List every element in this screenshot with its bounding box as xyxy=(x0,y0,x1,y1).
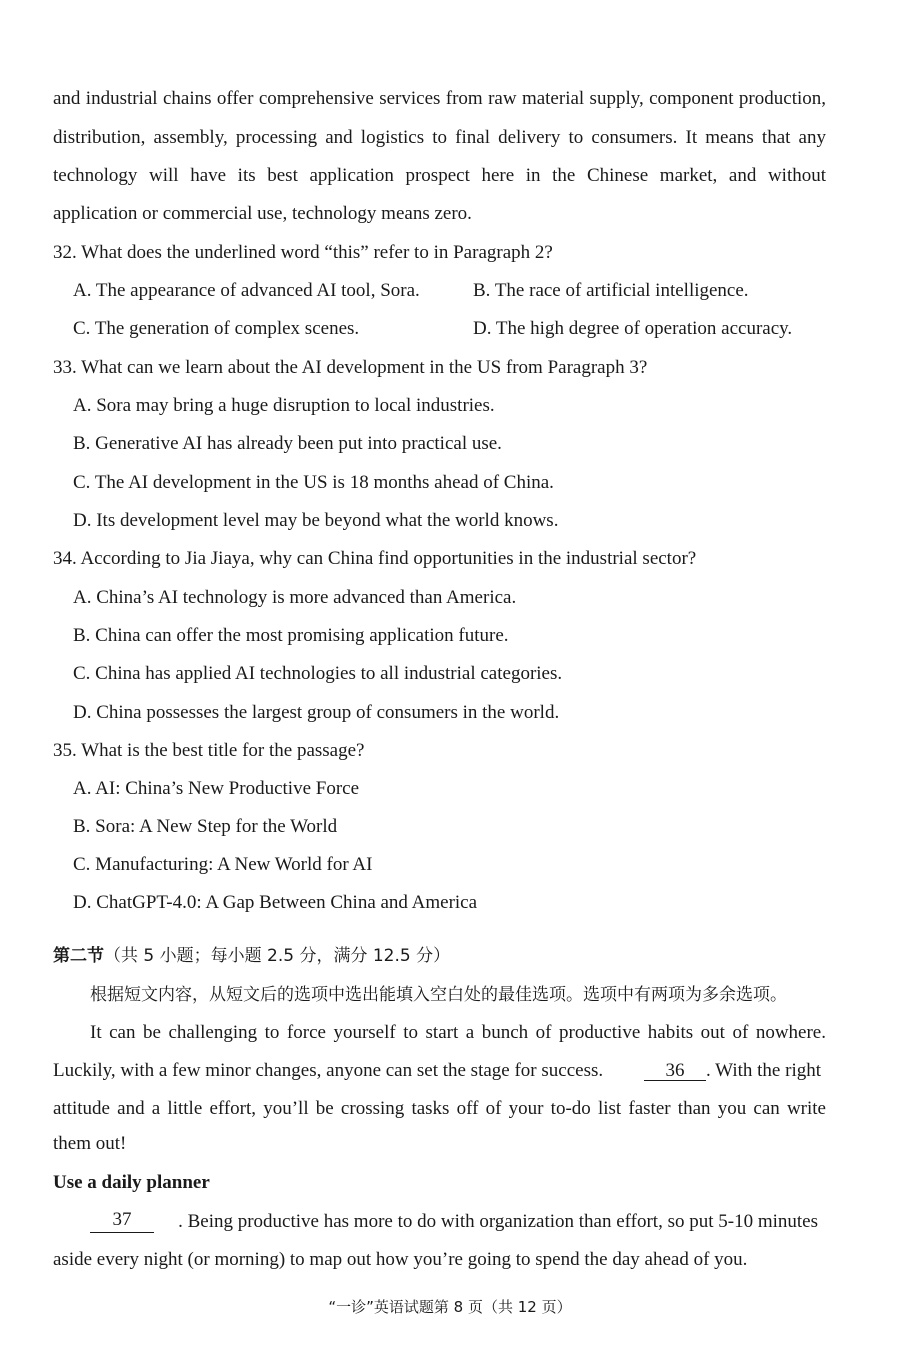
passage-line xyxy=(90,1211,818,1233)
blank-36: 36 xyxy=(644,1062,706,1081)
passage-text: Luckily, with a few minor changes, anyone can set the stage for success. xyxy=(53,1060,604,1081)
passage-line: and industrial chains offer comprehensive services from raw material supply, component production, xyxy=(53,88,826,109)
answer-option: C. China has applied AI technologies to all industrial categories. xyxy=(73,663,563,684)
section-instructions: 根据短文内容，从短文后的选项中选出能填入空白处的最佳选项。选项中有两项为多余选项。 xyxy=(90,985,787,1005)
passage-line: them out! xyxy=(53,1133,127,1154)
answer-option: A. The appearance of advanced AI tool, Sora. xyxy=(73,280,420,301)
section-heading xyxy=(53,945,450,967)
answer-option: D. The high degree of operation accuracy. xyxy=(473,318,793,339)
answer-option: D. Its development level may be beyond what the world knows. xyxy=(73,510,559,531)
answer-option: B. The race of artificial intelligence. xyxy=(473,280,749,301)
blank-36-group xyxy=(644,1060,821,1082)
answer-option: C. The AI development in the US is 18 months ahead of China. xyxy=(73,472,554,493)
section-score-note: （共 5 小题；每小题 2.5 分，满分 12.5 分） xyxy=(104,946,451,966)
answer-option: A. AI: China’s New Productive Force xyxy=(73,778,360,799)
answer-option: C. The generation of complex scenes. xyxy=(73,318,360,339)
passage-text: . Being productive has more to do with organization than effort, so put 5-10 minutes xyxy=(178,1211,818,1232)
answer-option: B. Generative AI has already been put into practical use. xyxy=(73,433,502,454)
page-footer: “一诊”英语试题第 8 页（共 12 页） xyxy=(328,1298,572,1316)
answer-option: B. Sora: A New Step for the World xyxy=(73,816,338,837)
section-title: 第二节 xyxy=(53,946,104,966)
answer-option: D. ChatGPT-4.0: A Gap Between China and America xyxy=(73,892,478,913)
answer-option: A. China’s AI technology is more advanced than America. xyxy=(73,587,517,608)
passage-text: . With the right xyxy=(706,1060,821,1081)
answer-option: C. Manufacturing: A New World for AI xyxy=(73,854,373,875)
answer-option: D. China possesses the largest group of consumers in the world. xyxy=(73,702,560,723)
answer-option: A. Sora may bring a huge disruption to local industries. xyxy=(73,395,495,416)
passage-line: distribution, assembly, processing and logistics to final delivery to consumers. It means that any xyxy=(53,127,826,148)
passage-line: attitude and a little effort, you’ll be crossing tasks off of your to-do list faster than you can write xyxy=(53,1098,826,1119)
passage-line: It can be challenging to force yourself to start a bunch of productive habits out of nowhere. xyxy=(90,1022,826,1043)
question-stem: 33. What can we learn about the AI development in the US from Paragraph 3? xyxy=(53,357,648,378)
answer-option: B. China can offer the most promising application future. xyxy=(73,625,509,646)
blank-37: 37 xyxy=(90,1211,154,1233)
question-stem: 35. What is the best title for the passage? xyxy=(53,740,365,761)
subheading: Use a daily planner xyxy=(53,1172,210,1193)
passage-line: technology will have its best application prospect here in the Chinese market, and without xyxy=(53,165,826,186)
question-stem: 32. What does the underlined word “this” refer to in Paragraph 2? xyxy=(53,242,553,263)
passage-line: application or commercial use, technology means zero. xyxy=(53,203,472,224)
question-stem: 34. According to Jia Jiaya, why can China find opportunities in the industrial sector? xyxy=(53,548,697,569)
passage-line: aside every night (or morning) to map out how you’re going to spend the day ahead of you. xyxy=(53,1249,748,1270)
passage-line xyxy=(53,1060,821,1082)
